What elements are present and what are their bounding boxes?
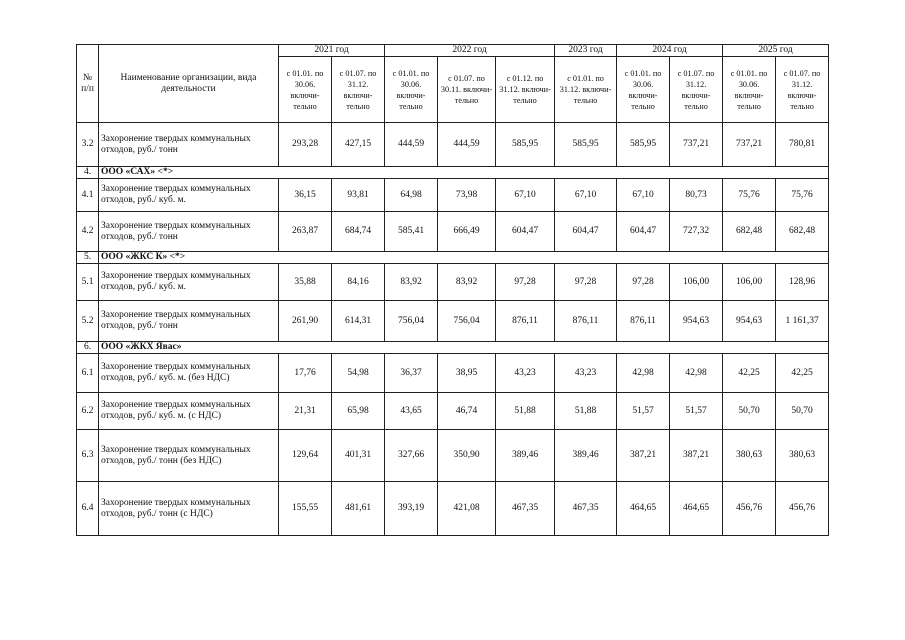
- tariff-value: 954,63: [723, 301, 776, 342]
- tariff-value: 51,88: [555, 393, 617, 430]
- tariff-value: 73,98: [438, 179, 496, 212]
- tariff-value: 75,76: [723, 179, 776, 212]
- tariff-value: 585,95: [617, 123, 670, 167]
- tariff-value: 421,08: [438, 482, 496, 536]
- period-4: с 01.07. по 30.11. включи-тельно: [438, 57, 496, 123]
- row-number: 5.2: [77, 301, 99, 342]
- tariff-value: 261,90: [279, 301, 332, 342]
- row-number: 4.: [77, 167, 99, 179]
- organization-name: ООО «ЖКС К» <*>: [99, 252, 829, 264]
- period-3: с 01.01. по 30.06. включи-тельно: [385, 57, 438, 123]
- header-name: Наименование организации, вида деятельности: [99, 45, 279, 123]
- tariff-value: 614,31: [332, 301, 385, 342]
- table-row: [77, 264, 829, 301]
- period-9: с 01.01. по 30.06. включи-тельно: [723, 57, 776, 123]
- org-row: [77, 342, 829, 354]
- header-year-2023: 2023 год: [555, 45, 617, 57]
- header-year-2022: 2022 год: [385, 45, 555, 57]
- tariff-table: [76, 44, 829, 536]
- row-number: 6.1: [77, 354, 99, 393]
- tariff-value: 876,11: [496, 301, 555, 342]
- tariff-value: 42,25: [776, 354, 829, 393]
- tariff-value: 380,63: [776, 430, 829, 482]
- period-2: с 01.07. по 31.12. включи-тельно: [332, 57, 385, 123]
- tariff-value: 876,11: [617, 301, 670, 342]
- tariff-value: 467,35: [496, 482, 555, 536]
- tariff-value: 682,48: [723, 212, 776, 252]
- tariff-value: 481,61: [332, 482, 385, 536]
- tariff-value: 467,35: [555, 482, 617, 536]
- tariff-value: 876,11: [555, 301, 617, 342]
- tariff-value: 401,31: [332, 430, 385, 482]
- tariff-value: 65,98: [332, 393, 385, 430]
- tariff-value: 43,23: [496, 354, 555, 393]
- tariff-value: 389,46: [555, 430, 617, 482]
- tariff-value: 293,28: [279, 123, 332, 167]
- tariff-value: 585,41: [385, 212, 438, 252]
- row-number: 4.2: [77, 212, 99, 252]
- activity-name: Захоронение твердых коммунальных отходов, руб./ куб. м.: [99, 264, 279, 301]
- table-row: [77, 301, 829, 342]
- activity-name: Захоронение твердых коммунальных отходов, руб./ куб. м.: [99, 179, 279, 212]
- table-row: [77, 123, 829, 167]
- tariff-value: 35,88: [279, 264, 332, 301]
- activity-name: Захоронение твердых коммунальных отходов, руб./ тонн (с НДС): [99, 482, 279, 536]
- table-row: [77, 393, 829, 430]
- tariff-value: 393,19: [385, 482, 438, 536]
- period-7: с 01.01. по 30.06. включи-тельно: [617, 57, 670, 123]
- tariff-value: 38,95: [438, 354, 496, 393]
- activity-name: Захоронение твердых коммунальных отходов, руб./ тонн: [99, 301, 279, 342]
- tariff-value: 106,00: [723, 264, 776, 301]
- tariff-value: 727,32: [670, 212, 723, 252]
- tariff-value: 604,47: [496, 212, 555, 252]
- org-row: [77, 252, 829, 264]
- row-number: 4.1: [77, 179, 99, 212]
- tariff-value: 84,16: [332, 264, 385, 301]
- organization-name: ООО «САХ» <*>: [99, 167, 829, 179]
- tariff-value: 43,65: [385, 393, 438, 430]
- tariff-value: 464,65: [617, 482, 670, 536]
- tariff-value: 684,74: [332, 212, 385, 252]
- tariff-value: 263,87: [279, 212, 332, 252]
- tariff-value: 43,23: [555, 354, 617, 393]
- tariff-value: 456,76: [776, 482, 829, 536]
- tariff-value: 585,95: [555, 123, 617, 167]
- tariff-value: 604,47: [617, 212, 670, 252]
- tariff-value: 756,04: [438, 301, 496, 342]
- tariff-value: 387,21: [670, 430, 723, 482]
- tariff-value: 456,76: [723, 482, 776, 536]
- tariff-value: 682,48: [776, 212, 829, 252]
- tariff-value: 954,63: [670, 301, 723, 342]
- activity-name: Захоронение твердых коммунальных отходов, руб./ тонн (без НДС): [99, 430, 279, 482]
- tariff-value: 80,73: [670, 179, 723, 212]
- header-year-2025: 2025 год: [723, 45, 829, 57]
- tariff-value: 51,57: [617, 393, 670, 430]
- period-1: с 01.01. по 30.06. включи-тельно: [279, 57, 332, 123]
- tariff-value: 427,15: [332, 123, 385, 167]
- tariff-value: 75,76: [776, 179, 829, 212]
- row-number: 3.2: [77, 123, 99, 167]
- table-row: [77, 430, 829, 482]
- tariff-value: 464,65: [670, 482, 723, 536]
- activity-name: Захоронение твердых коммунальных отходов, руб./ тонн: [99, 212, 279, 252]
- tariff-value: 444,59: [385, 123, 438, 167]
- tariff-value: 756,04: [385, 301, 438, 342]
- organization-name: ООО «ЖКХ Явас»: [99, 342, 829, 354]
- tariff-value: 46,74: [438, 393, 496, 430]
- period-8: с 01.07. по 31.12. включи-тельно: [670, 57, 723, 123]
- tariff-value: 93,81: [332, 179, 385, 212]
- tariff-value: 51,57: [670, 393, 723, 430]
- table-row: [77, 179, 829, 212]
- tariff-value: 380,63: [723, 430, 776, 482]
- tariff-value: 389,46: [496, 430, 555, 482]
- row-number: 6.2: [77, 393, 99, 430]
- activity-name: Захоронение твердых коммунальных отходов, руб./ тонн: [99, 123, 279, 167]
- header-no: № п/п: [77, 45, 99, 123]
- tariff-value: 128,96: [776, 264, 829, 301]
- tariff-value: 42,98: [617, 354, 670, 393]
- tariff-value: 155,55: [279, 482, 332, 536]
- header-year-2021: 2021 год: [279, 45, 385, 57]
- tariff-value: 67,10: [617, 179, 670, 212]
- tariff-value: 50,70: [776, 393, 829, 430]
- tariff-value: 444,59: [438, 123, 496, 167]
- period-5: с 01.12. по 31.12. включи-тельно: [496, 57, 555, 123]
- tariff-value: 1 161,37: [776, 301, 829, 342]
- org-row: [77, 167, 829, 179]
- tariff-value: 51,88: [496, 393, 555, 430]
- tariff-value: 36,37: [385, 354, 438, 393]
- tariff-value: 350,90: [438, 430, 496, 482]
- tariff-value: 585,95: [496, 123, 555, 167]
- tariff-value: 737,21: [670, 123, 723, 167]
- period-6: с 01.01. по 31.12. включи-тельно: [555, 57, 617, 123]
- header-year-2024: 2024 год: [617, 45, 723, 57]
- tariff-value: 42,98: [670, 354, 723, 393]
- tariff-value: 83,92: [438, 264, 496, 301]
- tariff-value: 21,31: [279, 393, 332, 430]
- tariff-value: 36,15: [279, 179, 332, 212]
- tariff-value: 67,10: [496, 179, 555, 212]
- activity-name: Захоронение твердых коммунальных отходов, руб./ куб. м. (с НДС): [99, 393, 279, 430]
- tariff-value: 17,76: [279, 354, 332, 393]
- tariff-value: 50,70: [723, 393, 776, 430]
- row-number: 5.: [77, 252, 99, 264]
- tariff-value: 67,10: [555, 179, 617, 212]
- table-row: [77, 354, 829, 393]
- tariff-value: 129,64: [279, 430, 332, 482]
- tariff-value: 54,98: [332, 354, 385, 393]
- tariff-value: 387,21: [617, 430, 670, 482]
- row-number: 6.3: [77, 430, 99, 482]
- tariff-value: 42,25: [723, 354, 776, 393]
- tariff-value: 780,81: [776, 123, 829, 167]
- table-row: [77, 212, 829, 252]
- header-row-years: [77, 45, 829, 57]
- row-number: 6.: [77, 342, 99, 354]
- tariff-value: 97,28: [617, 264, 670, 301]
- tariff-value: 83,92: [385, 264, 438, 301]
- table-row: [77, 482, 829, 536]
- tariff-value: 737,21: [723, 123, 776, 167]
- tariff-value: 666,49: [438, 212, 496, 252]
- tariff-value: 97,28: [555, 264, 617, 301]
- activity-name: Захоронение твердых коммунальных отходов, руб./ куб. м. (без НДС): [99, 354, 279, 393]
- tariff-value: 97,28: [496, 264, 555, 301]
- period-10: с 01.07. по 31.12. включи-тельно: [776, 57, 829, 123]
- row-number: 6.4: [77, 482, 99, 536]
- tariff-value: 106,00: [670, 264, 723, 301]
- tariff-value: 604,47: [555, 212, 617, 252]
- row-number: 5.1: [77, 264, 99, 301]
- tariff-value: 327,66: [385, 430, 438, 482]
- tariff-value: 64,98: [385, 179, 438, 212]
